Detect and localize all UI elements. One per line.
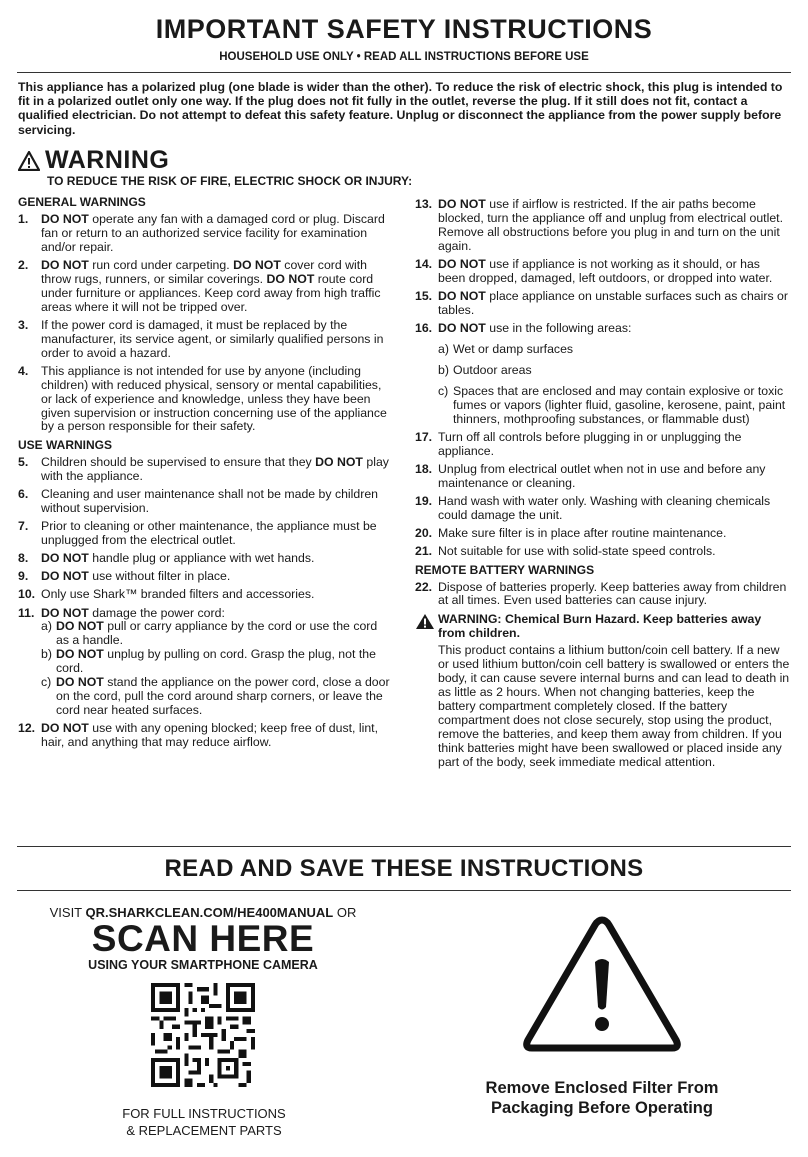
list-item: 6. Cleaning and user maintenance shall not be made by children without supervision. — [18, 486, 379, 515]
page-title: IMPORTANT SAFETY INSTRUCTIONS — [155, 14, 653, 44]
chemical-burn-warning — [415, 613, 790, 641]
scan-here-title: SCAN HERE — [91, 918, 315, 959]
list-item: 13. DO NOT use if airflow is restricted. If the air paths become blocked, turn the appliance off and unplug from electrical outlet. Remove all obstructions before you plug in and turn on the unit again. — [415, 197, 783, 253]
divider — [17, 846, 791, 847]
list-item: 4. This appliance is not intended for use by anyone (including children) with reduced physical, sensory or mental capabilities, or lack of experience and knowledge, unless they have been given supervision or instruction concerning use of the appliance by a person responsible for their safety. — [18, 363, 387, 434]
list-item: 2. DO NOT run cord under carpeting. DO NOT cover cord with throw rugs, runners, or similar coverings. DO NOT route cord under furniture or appliances. Keep cord away from high traffic areas where it will not be tripped over. — [18, 257, 381, 314]
read-save-heading: READ AND SAVE THESE INSTRUCTIONS — [164, 855, 644, 882]
page-subtitle: HOUSEHOLD USE ONLY • READ ALL INSTRUCTIONS BEFORE USE — [219, 51, 589, 63]
list-item: 14. DO NOT use if appliance is not working as it should, or has been dropped, damaged, left outdoors, or dropped into water. — [415, 256, 773, 285]
warning-header — [18, 146, 169, 175]
list-item: 21. Not suitable for use with solid-state speed controls. — [415, 544, 716, 559]
left-column — [18, 196, 390, 754]
sub-item: a) Wet or damp surfaces — [438, 342, 574, 357]
filter-notice: Remove Enclosed Filter From Packaging Before Operating — [485, 1079, 719, 1117]
list-item: 19. Hand wash with water only. Washing with cleaning chemicals could damage the unit. — [415, 494, 771, 522]
scan-instruction: USING YOUR SMARTPHONE CAMERA — [88, 958, 318, 972]
chemical-burn-title: WARNING: Chemical Burn Hazard. Keep batteries away from children. — [438, 611, 762, 640]
list-item: 9. DO NOT use without filter in place. — [18, 569, 231, 584]
sub-item: c) DO NOT stand the appliance on the power cord, close a door on the cord, pull the cord around sharp corners, or leave the cord near heated surfaces. — [41, 675, 390, 717]
battery-warnings-heading: REMOTE BATTERY WARNINGS — [415, 562, 595, 577]
list-item: 20. Make sure filter is in place after routine maintenance. — [415, 526, 727, 541]
warning-triangle-icon — [18, 151, 40, 171]
list-item: 16. DO NOT use in the following areas: a) Wet or damp surfaces b) Outdoor areas c) Spaces that are enclosed and may contain explosive or toxic fumes or vapors (lighter fluid, gasoline, kerosene, paint, paint thinners, mothproofing substances, or flammable dust) — [415, 322, 790, 426]
full-instructions-caption: FOR FULL INSTRUCTIONS & REPLACEMENT PARTS — [122, 1106, 286, 1138]
chemical-burn-body: This product contains a lithium button/coin cell battery. If a new or used lithium button/coin cell battery is swallowed or enters the body, it can cause severe internal burns and can lead to death in as little as 2 hours. When not changing batteries, keep the battery compartment completely closed. If the battery compartment does not close securely, stop using the product, remove the batteries, and keep them away from children. If you think batteries might have been swallowed or placed inside any part of the body, seek immediate medical attention. — [438, 643, 790, 769]
right-column — [415, 198, 790, 770]
sub-item: b) DO NOT unplug by pulling on cord. Grasp the plug, not the cord. — [41, 647, 376, 676]
list-item: 17. Turn off all controls before plugging in or unplugging the appliance. — [415, 429, 742, 458]
list-item: 1. DO NOT operate any fan with a damaged cord or plug. Discard fan or return to an authorized service facility for examination and/or repair. — [18, 211, 385, 254]
warning-title: WARNING — [45, 146, 170, 174]
list-item: 18. Unplug from electrical outlet when not in use and before any maintenance or cleaning. — [415, 461, 766, 490]
list-item: 22. Dispose of batteries properly. Keep batteries away from children at all times. Even used batteries can cause injury. — [415, 579, 787, 608]
divider — [17, 890, 791, 891]
use-warnings-heading: USE WARNINGS — [18, 437, 113, 452]
list-item: 5. Children should be supervised to ensure that they DO NOT play with the appliance. — [18, 454, 389, 483]
warning-triangle-icon — [415, 613, 435, 630]
visit-line: VISIT QR.SHARKCLEAN.COM/HE400MANUAL OR — [49, 905, 357, 920]
sub-item: b) Outdoor areas — [438, 362, 532, 377]
list-item: 7. Prior to cleaning or other maintenance, the appliance must be unplugged from the electrical outlet. — [18, 518, 377, 547]
list-item: 15. DO NOT place appliance on unstable surfaces such as chairs or tables. — [415, 289, 788, 317]
list-item: 8. DO NOT handle plug or appliance with wet hands. — [18, 550, 315, 565]
warning-triangle-icon — [522, 912, 682, 1057]
general-warnings-heading: GENERAL WARNINGS — [18, 195, 146, 209]
polarized-plug-notice: This appliance has a polarized plug (one blade is wider than the other). To reduce the risk of electric shock, this plug is intended to fit in a polarized outlet only one way. If the plug does not fit fully in the outlet, reverse the plug. If it still does not fit, contact a qualified electrician. Do not attempt to defeat this safety feature. Unplug or disconnect the appliance from the power supply before servicing. — [18, 80, 783, 137]
list-item: 3. If the power cord is damaged, it must be replaced by the manufacturer, its service agent, or similarly qualified persons in order to avoid a hazard. — [18, 317, 384, 360]
sub-item: a) DO NOT pull or carry appliance by the cord or use the cord as a handle. — [41, 619, 378, 648]
list-item: 11. DO NOT damage the power cord: a) DO NOT pull or carry appliance by the cord or use the cord as a handle. b) DO NOT unplug by pulling on cord. Grasp the plug, not the cord. c) DO NOT stand the appliance on the power cord, close a door on the cord, pull the cord around sharp corners, or leave the cord near heated surfaces. — [18, 605, 390, 717]
list-item: 12. DO NOT use with any opening blocked; keep free of dust, lint, hair, and anything that may reduce airflow. — [18, 721, 378, 749]
manual-link[interactable]: QR.SHARKCLEAN.COM/HE400MANUAL — [85, 905, 334, 920]
divider — [17, 72, 791, 73]
qr-code-icon[interactable] — [151, 983, 255, 1087]
sub-item: c) Spaces that are enclosed and may contain explosive or toxic fumes or vapors (lighter fluid, gasoline, kerosene, paint, paint thinners, mothproofing substances, or flammable dust) — [438, 383, 786, 426]
warning-subtitle: TO REDUCE THE RISK OF FIRE, ELECTRIC SHOCK OR INJURY: — [47, 174, 413, 188]
list-item: 10. Only use Shark™ branded filters and accessories. — [18, 587, 315, 602]
